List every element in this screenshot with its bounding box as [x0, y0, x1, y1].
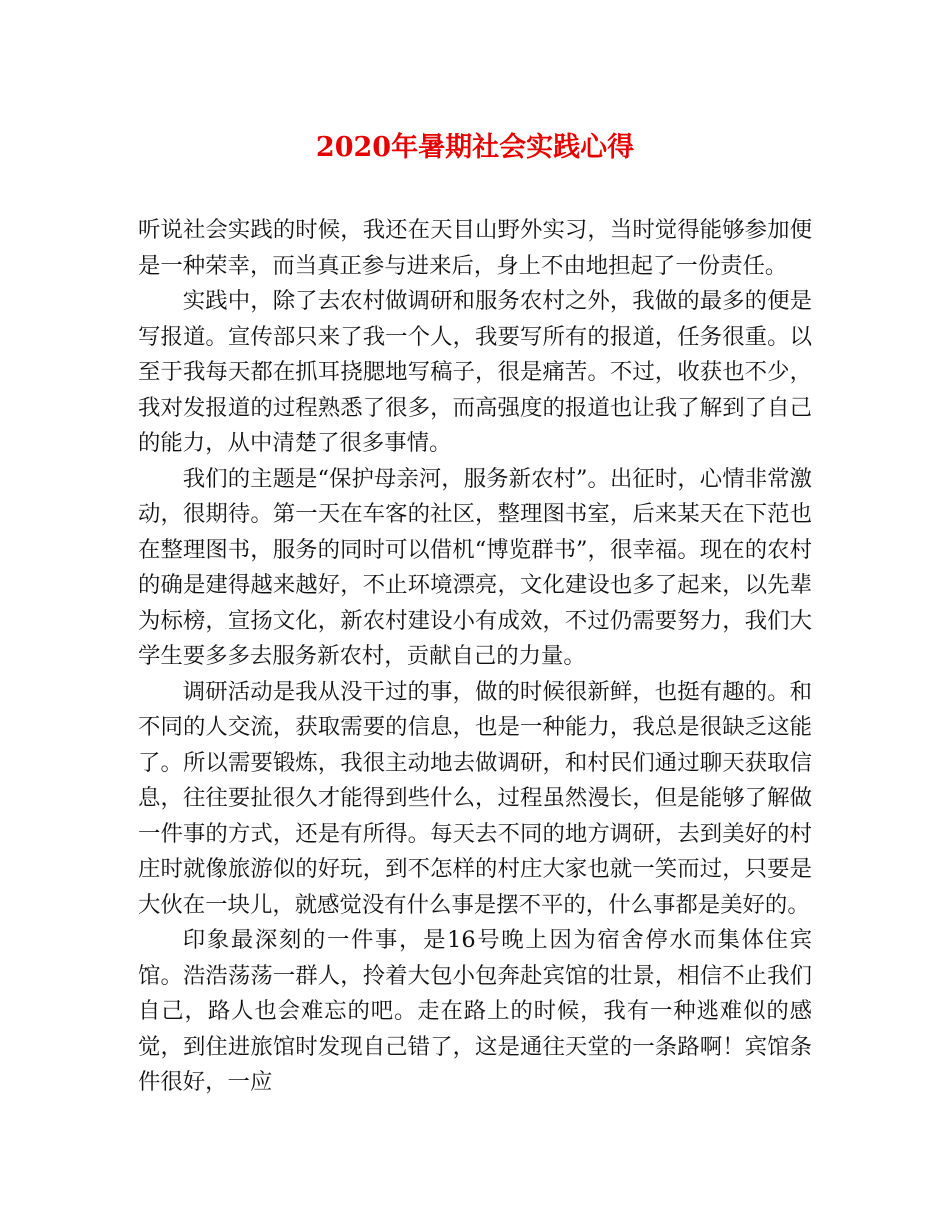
paragraph-3: 我们的主题是“保护母亲河，服务新农村”。出征时，心情非常激动，很期待。第一天在车客的社区，整理图书室，后来某天在下范也在整理图书，服务的同时可以借机“博览群书”，很幸福。现在的农村的确是建得越来越好，不止环境漂亮，文化建设也多了起来，以先辈为标榜，宣扬文化，新农村建设小有成效，不过仍需要努力，我们大学生要多多去服务新农村，贡献自己的力量。 — [138, 465, 812, 669]
paragraph-5: 印象最深刻的一件事，是16号晚上因为宿舍停水而集体住宾馆。浩浩荡荡一群人，拎着大包小包奔赴宾馆的壮景，相信不止我们自己，路人也会难忘的吧。走在路上的时候，我有一种逃难似的感觉，到住进旅馆时发现自己错了，这是通往天堂的一条路啊！宾馆条件很好，一应 — [138, 927, 812, 1095]
paragraph-2: 实践中，除了去农村做调研和服务农村之外，我做的最多的便是写报道。宣传部只来了我一个人，我要写所有的报道，任务很重。以至于我每天都在抓耳挠腮地写稿子，很是痛苦。不过，收获也不少，我对发报道的过程熟悉了很多，而高强度的报道也让我了解到了自己的能力，从中清楚了很多事情。 — [138, 288, 812, 456]
document-body — [138, 213, 812, 1101]
paragraph-4: 调研活动是我从没干过的事，做的时候很新鲜，也挺有趣的。和不同的人交流，获取需要的信息，也是一种能力，我总是很缺乏这能了。所以需要锻炼，我很主动地去做调研，和村民们通过聊天获取信息，往往要扯很久才能得到些什么，过程虽然漫长，但是能够了解做一件事的方式，还是有所得。每天去不同的地方调研，去到美好的村庄时就像旅游似的好玩，到不怎样的村庄大家也就一笑而过，只要是大伙在一块儿，就感觉没有什么事是摆不平的，什么事都是美好的。 — [138, 678, 812, 918]
paragraph-1: 听说社会实践的时候，我还在天目山野外实习，当时觉得能够参加便是一种荣幸，而当真正参与进来后，身上不由地担起了一份责任。 — [138, 217, 812, 279]
document-title: 2020年暑期社会实践心得 — [315, 132, 635, 163]
